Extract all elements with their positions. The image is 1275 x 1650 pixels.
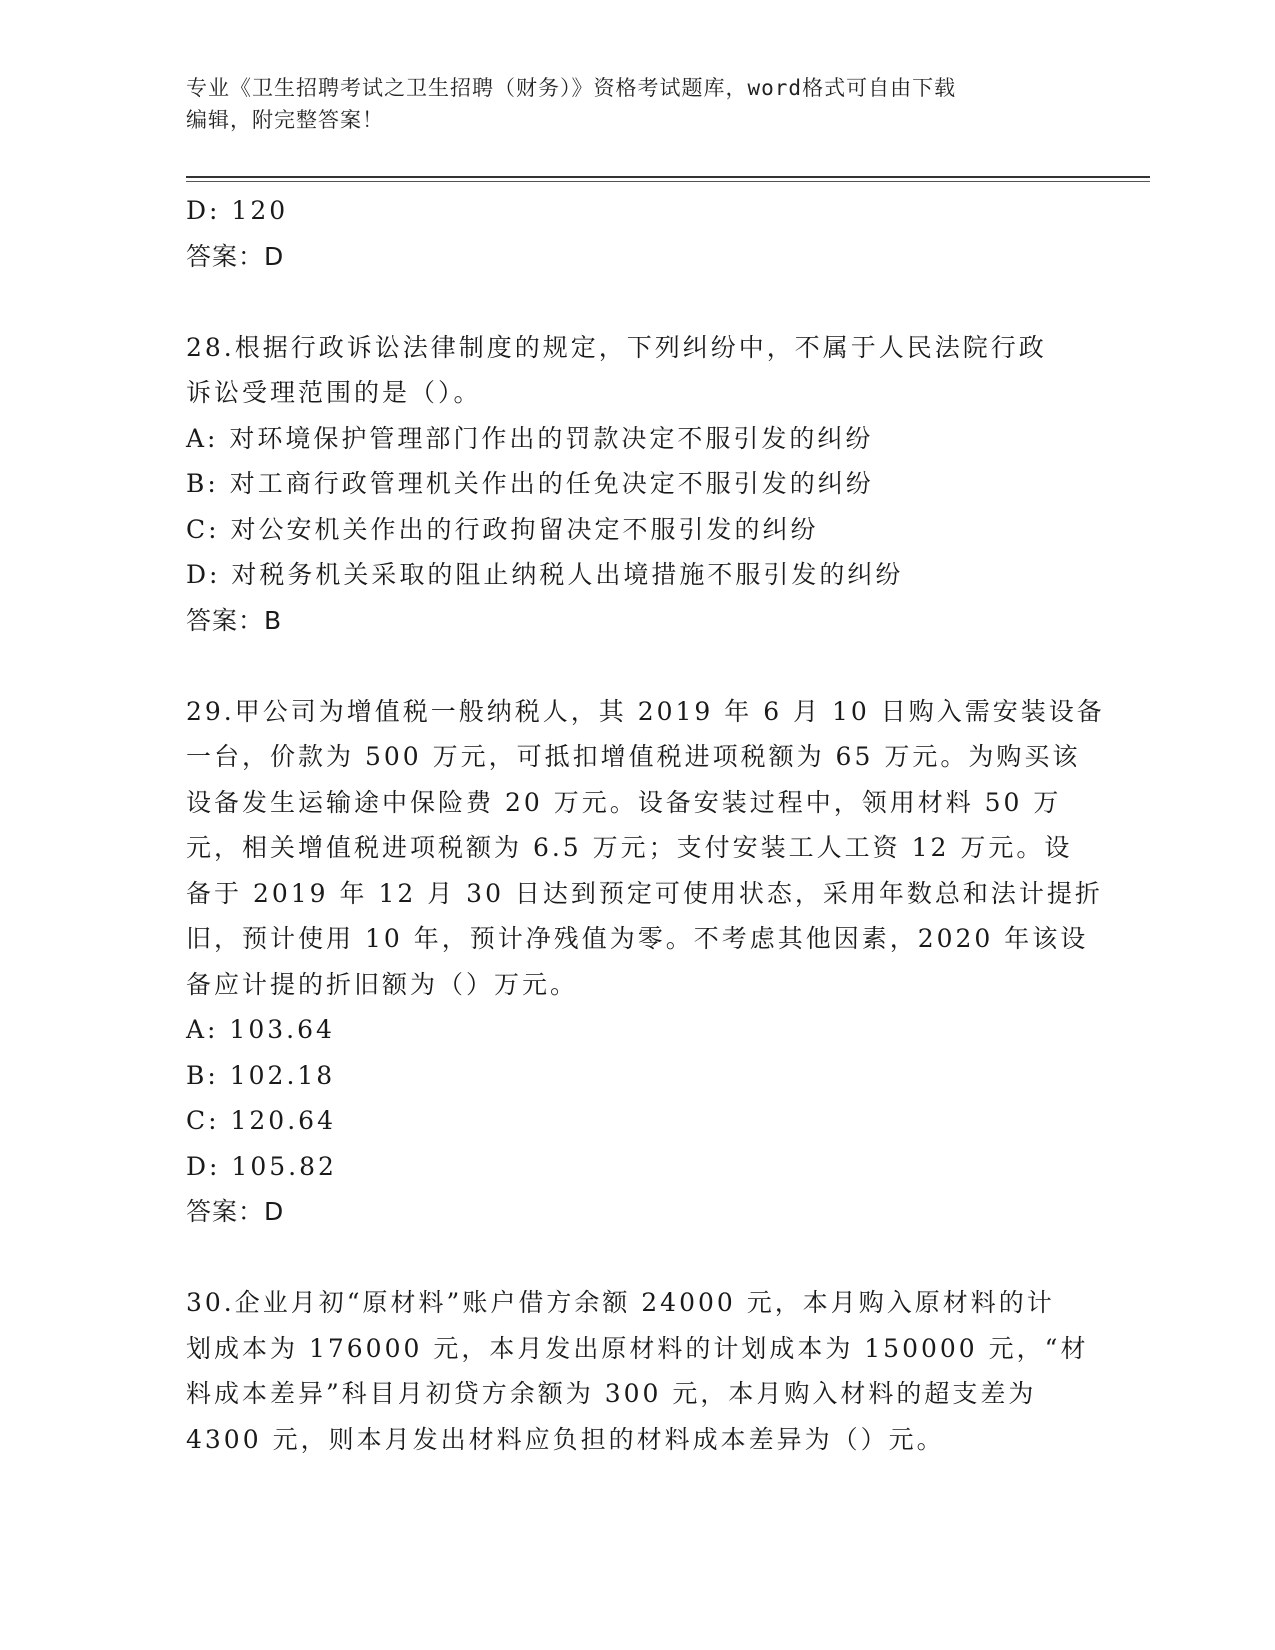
header-line-1: 专业《卫生招聘考试之卫生招聘（财务）》资格考试题库，word格式可自由下载 — [186, 76, 957, 100]
q30-stem-line-2: 划成本为 176000 元，本月发出原材料的计划成本为 150000 元，“材 — [186, 1333, 1089, 1363]
q29-option-b: B: 102.18 — [186, 1060, 336, 1090]
q29-stem-line-1: 29.甲公司为增值税一般纳税人，其 2019 年 6 月 10 日购入需安装设备 — [186, 696, 1105, 726]
q28-option-a: A: 对环境保护管理部门作出的罚款决定不服引发的纠纷 — [186, 423, 874, 453]
q28-stem-line-2: 诉讼受理范围的是（）。 — [186, 378, 482, 407]
question-27 — [186, 188, 1086, 279]
q28-option-c: C: 对公安机关作出的行政拘留决定不服引发的纠纷 — [186, 514, 819, 544]
page-header — [186, 72, 1086, 136]
header-line-2: 编辑，附完整答案！ — [186, 108, 384, 132]
q29-option-d: D: 105.82 — [186, 1151, 337, 1181]
q29-stem-line-3: 设备发生运输途中保险费 20 万元。设备安装过程中，领用材料 50 万 — [186, 787, 1062, 817]
spacer — [186, 1235, 1086, 1281]
q30-stem-line-3: 料成本差异”科目月初贷方余额为 300 元，本月购入材料的超支差为 — [186, 1379, 1037, 1408]
q29-option-c: C: 120.64 — [186, 1106, 336, 1135]
q27-answer: 答案：D — [186, 241, 285, 271]
q28-answer: 答案：B — [186, 605, 283, 635]
header-rule-thick — [186, 176, 1150, 178]
question-30 — [186, 1280, 1089, 1462]
spacer — [186, 643, 1086, 689]
q28-option-d: D: 对税务机关采取的阻止纳税人出境措施不服引发的纠纷 — [186, 560, 904, 589]
q29-stem-line-7: 备应计提的折旧额为（）万元。 — [186, 969, 579, 999]
q29-stem-line-6: 旧，预计使用 10 年，预计净残值为零。不考虑其他因素，2020 年该设 — [186, 924, 1089, 953]
q27-option-d: D: 120 — [186, 196, 289, 225]
question-content — [186, 188, 1105, 1462]
spacer — [186, 279, 1086, 325]
q30-stem-line-1: 30.企业月初“原材料”账户借方余额 24000 元，本月购入原材料的计 — [186, 1288, 1055, 1317]
q29-stem-line-4: 元，相关增值税进项税额为 6.5 万元；支付安装工人工资 12 万元。设 — [186, 833, 1073, 862]
q28-option-b: B: 对工商行政管理机关作出的任免决定不服引发的纠纷 — [186, 469, 874, 498]
question-29 — [186, 689, 1105, 1235]
q28-stem-line-1: 28.根据行政诉讼法律制度的规定，下列纠纷中，不属于人民法院行政 — [186, 332, 1047, 362]
q29-stem-line-5: 备于 2019 年 12 月 30 日达到预定可使用状态，采用年数总和法计提折 — [186, 878, 1103, 908]
q29-stem-line-2: 一台，价款为 500 万元，可抵扣增值税进项税额为 65 万元。为购买该 — [186, 742, 1081, 771]
question-28 — [186, 325, 1086, 644]
header-rule-thin — [186, 181, 1150, 182]
q29-option-a: A: 103.64 — [186, 1015, 335, 1044]
q30-stem-line-4: 4300 元，则本月发出材料应负担的材料成本差异为（）元。 — [186, 1424, 945, 1454]
q29-answer: 答案：D — [186, 1197, 285, 1226]
